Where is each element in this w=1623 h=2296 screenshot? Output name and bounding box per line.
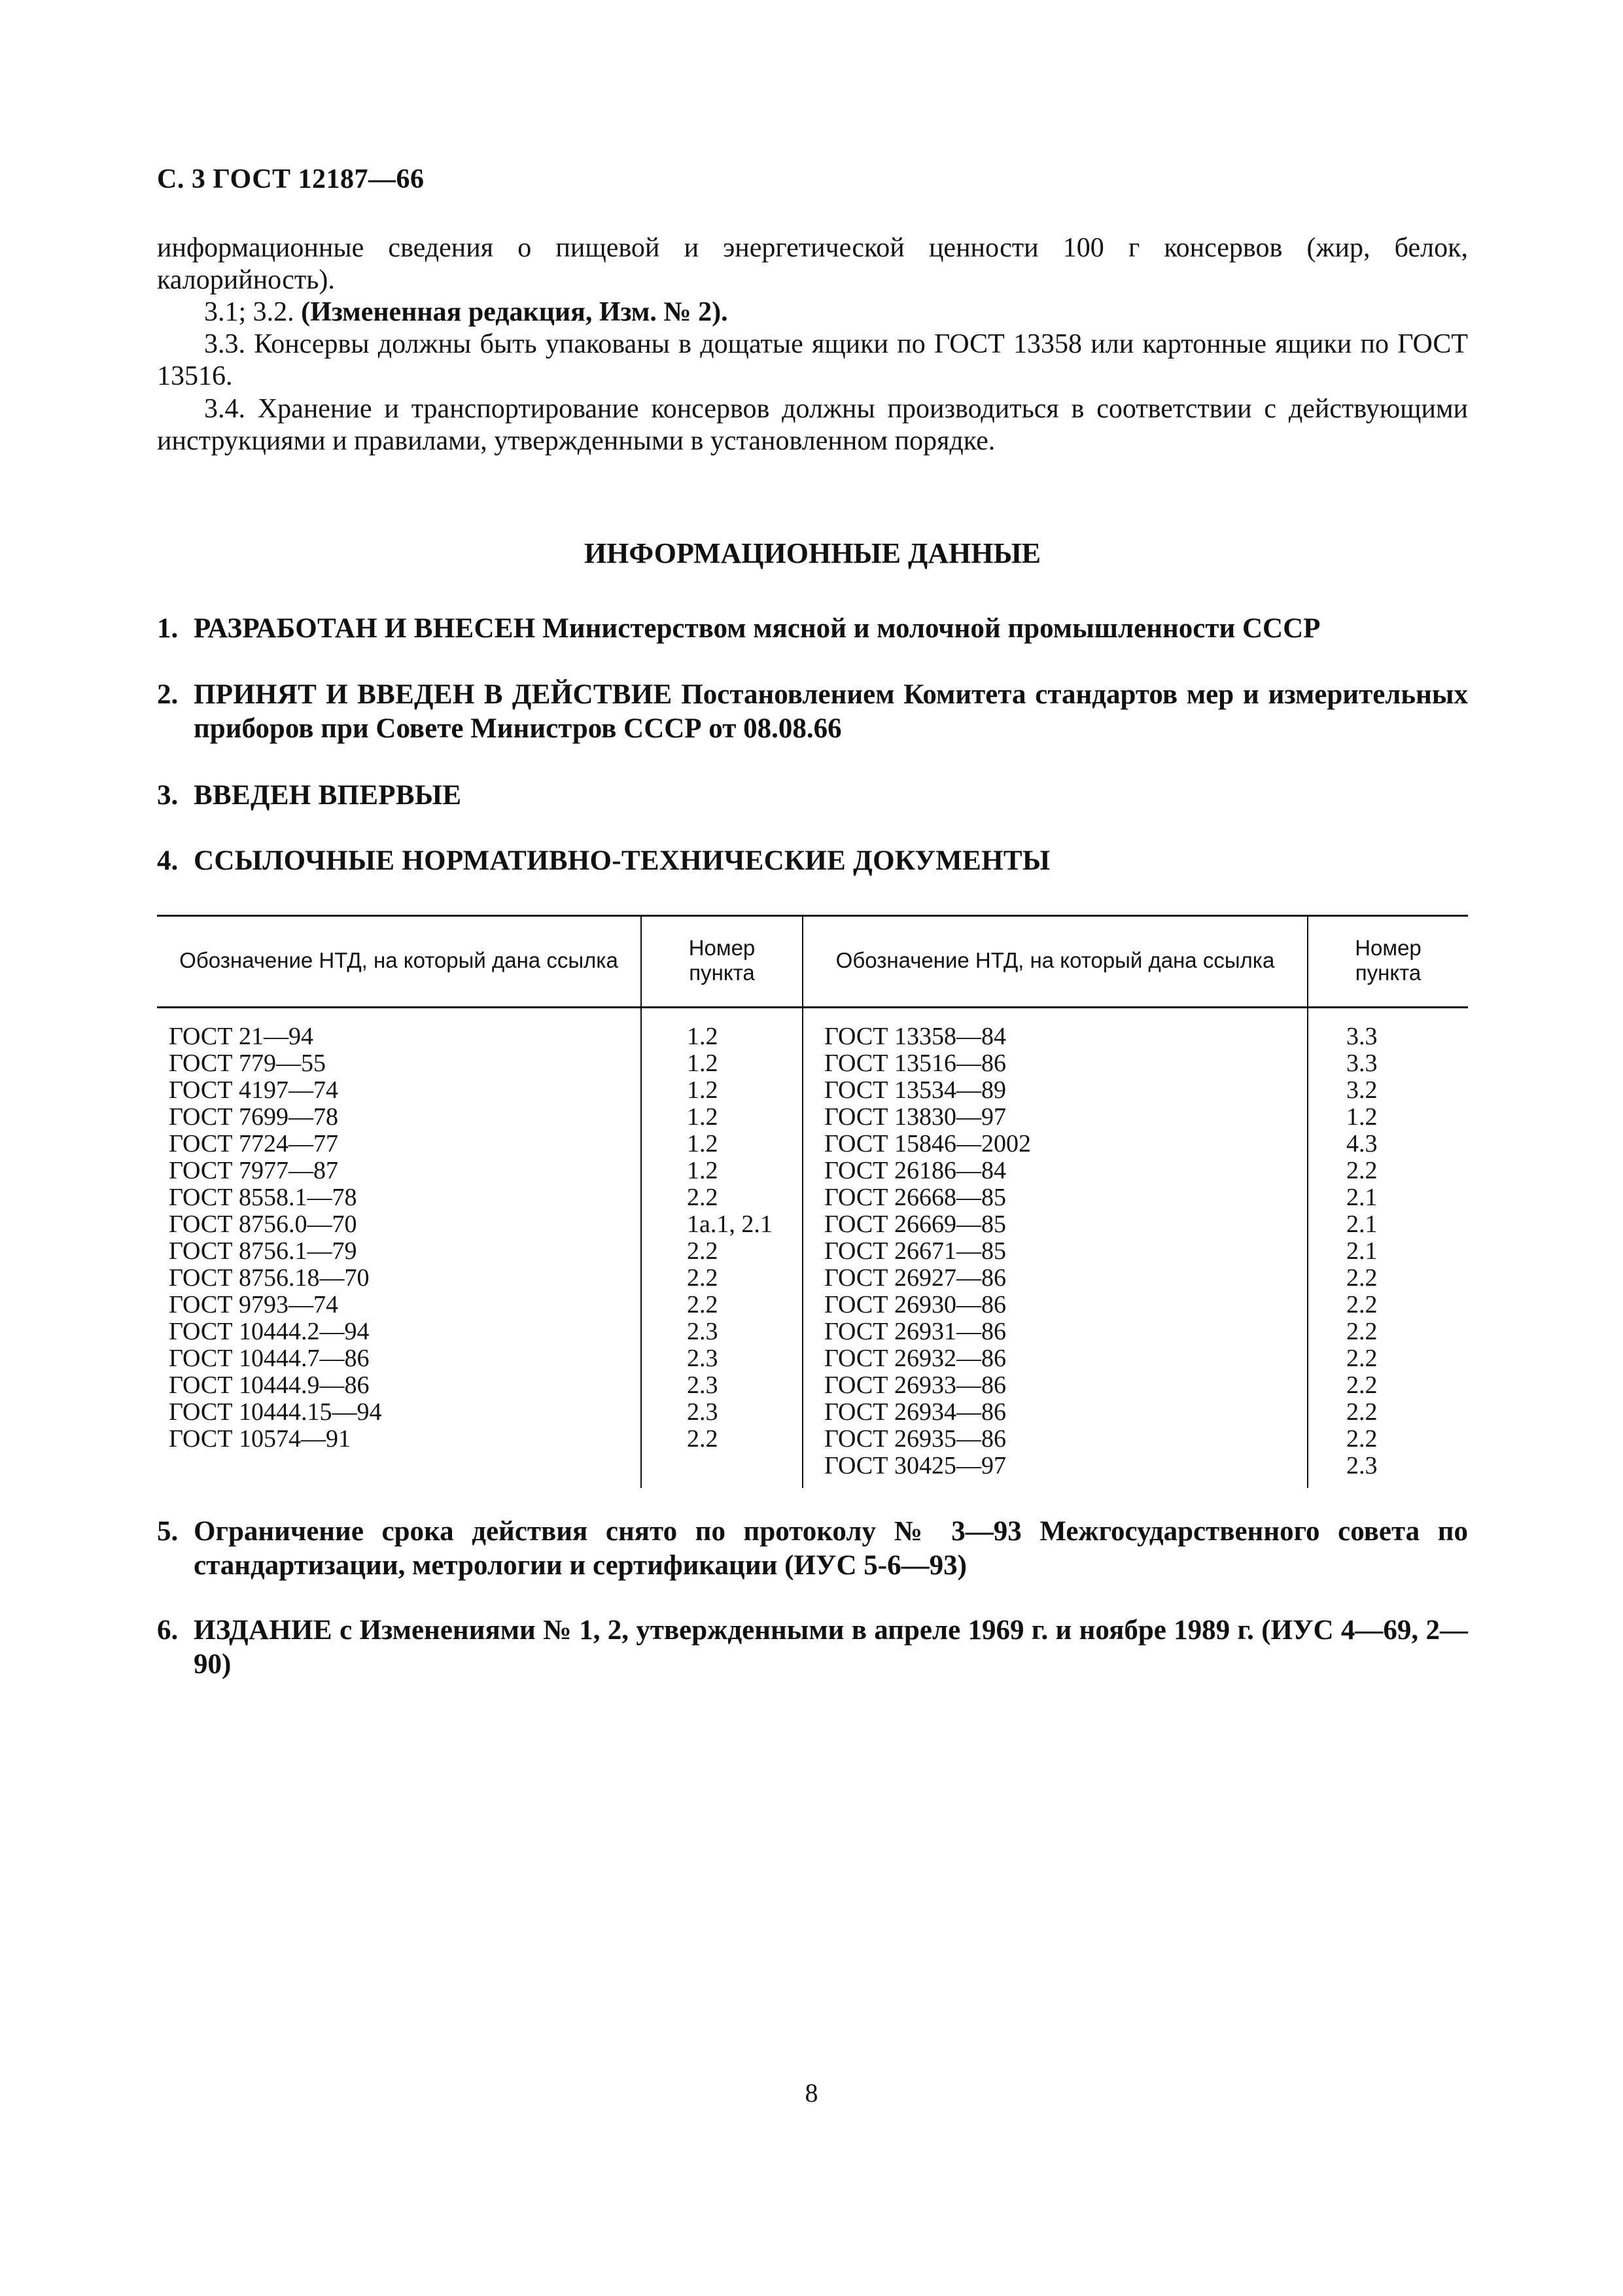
- table-header-designation-left: Обозначение НТД, на который дана ссылка: [179, 948, 618, 972]
- table-cell-doc: ГОСТ 10574—91: [169, 1425, 351, 1453]
- info-item-number: 4.: [157, 845, 179, 876]
- info-item-1: [157, 612, 1468, 646]
- table-cell-clause: 2.2: [1346, 1398, 1378, 1426]
- table-cell-doc: ГОСТ 26927—86: [824, 1264, 1006, 1292]
- info-item-3: [157, 779, 1468, 813]
- clause-header-line2: пункта: [689, 961, 755, 985]
- clause-header-line1: Номер: [1355, 936, 1422, 960]
- table-cell-doc: ГОСТ 26931—86: [824, 1318, 1006, 1345]
- table-cell-clause: 2.2: [1346, 1318, 1378, 1345]
- info-item-number: 3.: [157, 780, 179, 811]
- table-cell-clause: 2.2: [687, 1264, 718, 1292]
- table-cell-clause: 1.2: [687, 1050, 718, 1077]
- right-clause-column: [1346, 1023, 1378, 1479]
- edition-note-prefix: 3.1; 3.2.: [204, 297, 294, 327]
- table-cell-clause: 1.2: [687, 1076, 718, 1104]
- table-cell-clause: 2.2: [687, 1291, 718, 1318]
- table-cell-doc: ГОСТ 7724—77: [169, 1130, 338, 1157]
- table-cell-doc: ГОСТ 4197—74: [169, 1076, 338, 1104]
- info-item-number: 2.: [157, 679, 179, 710]
- table-cell-clause: 2.1: [1346, 1237, 1378, 1265]
- table-cell-doc: ГОСТ 26671—85: [824, 1237, 1006, 1265]
- table-cell-doc: ГОСТ 13358—84: [824, 1023, 1006, 1050]
- table-header-clause-right: [1308, 915, 1468, 1006]
- table-cell-clause: 2.3: [687, 1371, 718, 1399]
- paragraph-3-4: 3.4. Хранение и транспортирование консервов должны производиться в соответствии с действующими инструкциями и правилами, утвержденными в установленном порядке.: [157, 394, 1468, 456]
- section-title: ИНФОРМАЦИОННЫЕ ДАННЫЕ: [584, 537, 1041, 569]
- edition-note-bold: (Измененная редакция, Изм. № 2).: [301, 297, 728, 327]
- info-item-caps: ССЫЛОЧНЫЕ НОРМАТИВНО-ТЕХНИЧЕСКИЕ ДОКУМЕНТЫ: [194, 845, 1051, 876]
- table-cell-doc: ГОСТ 779—55: [169, 1050, 326, 1077]
- table-header-designation-right: Обозначение НТД, на который дана ссылка: [835, 948, 1275, 972]
- table-cell-clause: 2.2: [1346, 1157, 1378, 1184]
- info-item-body: [194, 1515, 1468, 1583]
- table-cell-clause: 2.3: [687, 1318, 718, 1345]
- table-cell-clause: 2.3: [1346, 1452, 1378, 1479]
- paragraph-3-3: 3.3. Консервы должны быть упакованы в дощатые ящики по ГОСТ 13358 или картонные ящики по ГОСТ 13516.: [157, 329, 1468, 391]
- info-item-text: Постановлением Комитета стандартов мер и измерительных приборов при Совете Министров СССР от 08.08.66: [194, 679, 1468, 744]
- table-cell-clause: 4.3: [1346, 1130, 1378, 1157]
- info-item-text: Ограничение срока действия снято по протоколу № 3—93 Межгосударственного совета по стандартизации, метрологии и сертификации (ИУС 5-6—93): [194, 1516, 1468, 1581]
- table-cell-doc: ГОСТ 13534—89: [824, 1076, 1006, 1104]
- left-document-column: [169, 1023, 382, 1453]
- info-item-number: 1.: [157, 613, 179, 644]
- table-cell-clause: 2.2: [1346, 1425, 1378, 1453]
- info-item-caps: ВВЕДЕН ВПЕРВЫЕ: [194, 780, 462, 811]
- table-cell-doc: ГОСТ 26668—85: [824, 1184, 1006, 1211]
- table-cell-doc: ГОСТ 8756.18—70: [169, 1264, 370, 1292]
- table-cell-doc: ГОСТ 26935—86: [824, 1425, 1006, 1453]
- info-item-text: Министерством мясной и молочной промышленности СССР: [535, 613, 1321, 644]
- table-cell-clause: 2.2: [687, 1237, 718, 1265]
- paragraph-edition-note: [157, 296, 1468, 328]
- table-cell-clause: 1.2: [687, 1130, 718, 1157]
- table-cell-doc: ГОСТ 26669—85: [824, 1210, 1006, 1238]
- table-cell-doc: ГОСТ 10444.7—86: [169, 1345, 370, 1372]
- table-cell-doc: ГОСТ 8756.1—79: [169, 1237, 357, 1265]
- paragraph-intro-line2: калорийность).: [157, 265, 335, 295]
- info-item-caps: ИЗДАНИЕ: [194, 1615, 332, 1646]
- info-item-6: [157, 1614, 1468, 1682]
- info-item-caps: ПРИНЯТ И ВВЕДЕН В ДЕЙСТВИЕ: [194, 679, 672, 710]
- table-cell-clause: 2.1: [1346, 1184, 1378, 1211]
- table-cell-clause: 3.2: [1346, 1076, 1378, 1104]
- table-cell-doc: ГОСТ 26934—86: [824, 1398, 1006, 1426]
- table-cell-doc: ГОСТ 8558.1—78: [169, 1184, 357, 1211]
- info-item-body: [194, 779, 1468, 813]
- table-cell-doc: ГОСТ 30425—97: [824, 1452, 1006, 1479]
- table-header-rule: [157, 1006, 1468, 1008]
- info-item-number: 6.: [157, 1615, 179, 1646]
- table-cell-doc: ГОСТ 8756.0—70: [169, 1210, 357, 1238]
- info-item-body: [194, 678, 1468, 746]
- table-cell-doc: ГОСТ 15846—2002: [824, 1130, 1031, 1157]
- table-cell-clause: 2.2: [1346, 1345, 1378, 1372]
- info-item-text: с Изменениями № 1, 2, утвержденными в апреле 1969 г. и ноябре 1989 г. (ИУС 4—69, 2—90): [194, 1615, 1468, 1680]
- table-cell-doc: ГОСТ 26930—86: [824, 1291, 1006, 1318]
- table-cell-clause: 2.2: [1346, 1371, 1378, 1399]
- table-cell-doc: ГОСТ 9793—74: [169, 1291, 338, 1318]
- page-header: С. 3 ГОСТ 12187—66: [157, 164, 425, 194]
- table-header-clause-left: [642, 915, 802, 1006]
- table-cell-clause: 2.2: [1346, 1291, 1378, 1318]
- left-clause-column: [687, 1023, 773, 1453]
- table-cell-doc: ГОСТ 26933—86: [824, 1371, 1006, 1399]
- info-item-body: [194, 1614, 1468, 1682]
- info-item-5: [157, 1515, 1468, 1583]
- table-cell-doc: ГОСТ 13830—97: [824, 1103, 1006, 1131]
- info-item-body: [194, 844, 1468, 878]
- info-item-body: [194, 612, 1468, 646]
- table-cell-clause: 2.1: [1346, 1210, 1378, 1238]
- table-cell-clause: 2.3: [687, 1345, 718, 1372]
- table-cell-clause: 1а.1, 2.1: [687, 1210, 773, 1238]
- table-cell-clause: 1.2: [1346, 1103, 1378, 1131]
- paragraph-intro-line1: информационные сведения о пищевой и энергетической ценности 100 г консервов (жир, белок,: [157, 233, 1468, 263]
- clause-header-line1: Номер: [688, 936, 756, 960]
- table-cell-doc: ГОСТ 13516—86: [824, 1050, 1006, 1077]
- table-cell-clause: 3.3: [1346, 1023, 1378, 1050]
- table-cell-clause: 1.2: [687, 1157, 718, 1184]
- page-number: 8: [805, 2078, 818, 2108]
- table-cell-clause: 2.3: [687, 1398, 718, 1426]
- info-item-4: [157, 844, 1468, 878]
- references-table: [157, 915, 1468, 1488]
- table-cell-doc: ГОСТ 10444.9—86: [169, 1371, 370, 1399]
- table-cell-doc: ГОСТ 26186—84: [824, 1157, 1006, 1184]
- table-cell-doc: ГОСТ 7977—87: [169, 1157, 338, 1184]
- table-cell-clause: 3.3: [1346, 1050, 1378, 1077]
- table-cell-clause: 2.2: [687, 1425, 718, 1453]
- table-cell-doc: ГОСТ 26932—86: [824, 1345, 1006, 1372]
- table-cell-clause: 1.2: [687, 1103, 718, 1131]
- info-item-2: [157, 678, 1468, 746]
- info-item-number: 5.: [157, 1516, 179, 1547]
- info-item-caps: РАЗРАБОТАН И ВНЕСЕН: [194, 613, 536, 644]
- table-cell-clause: 2.2: [687, 1184, 718, 1211]
- clause-header-line2: пункта: [1355, 961, 1422, 985]
- table-cell-doc: ГОСТ 10444.2—94: [169, 1318, 370, 1345]
- table-cell-doc: ГОСТ 21—94: [169, 1023, 313, 1050]
- paragraph-intro: [157, 232, 1468, 296]
- table-cell-clause: 2.2: [1346, 1264, 1378, 1292]
- table-cell-doc: ГОСТ 10444.15—94: [169, 1398, 382, 1426]
- right-document-column: [824, 1023, 1031, 1479]
- table-cell-doc: ГОСТ 7699—78: [169, 1103, 338, 1131]
- table-cell-clause: 1.2: [687, 1023, 718, 1050]
